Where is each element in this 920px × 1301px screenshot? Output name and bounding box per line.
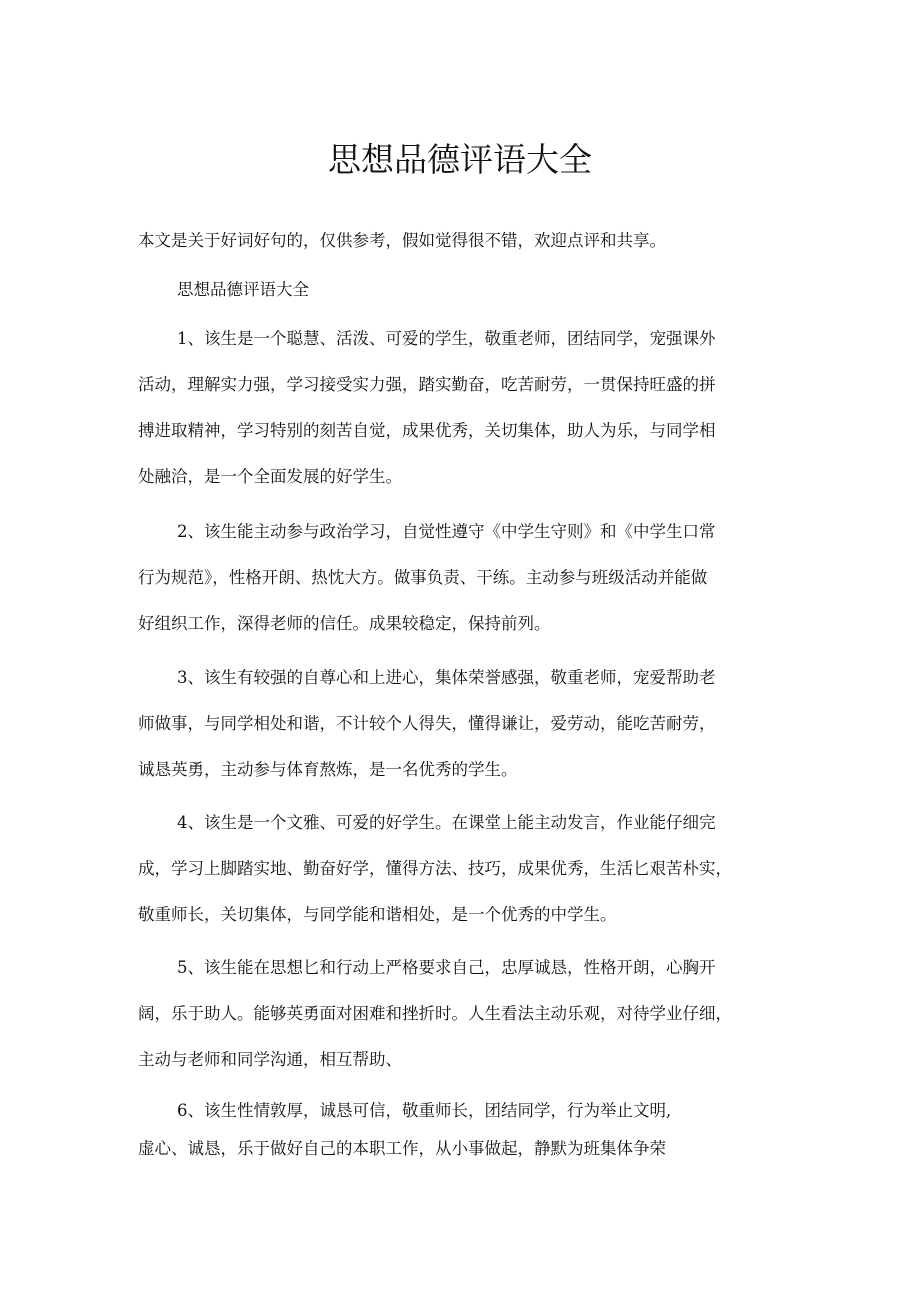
paragraph-line: 搏进取精神，学习特别的刻苦自觉，成果优秀，关切集体，助人为乐，与同学相 [138, 421, 716, 440]
paragraph-line: 主动与老师和同学沟通，相互帮助、 [138, 1050, 402, 1069]
intro-paragraph: 本文是关于好词好句的，仅供参考，假如觉得很不错，欢迎点评和共享。 [138, 231, 666, 250]
subtitle: 思想品德评语大全 [177, 280, 309, 299]
paragraph-line: 4、该生是一个文雅、可爱的好学生。在课堂上能主动发言，作业能仔细完 [177, 813, 716, 832]
comment-paragraph-2 [138, 509, 786, 647]
comment-paragraph-6 [138, 1092, 786, 1168]
paragraph-line: 活动，理解实力强，学习接受实力强，踏实勤奋，吃苦耐劳，一贯保持旺盛的拼 [138, 375, 716, 394]
paragraph-line: 6、该生性情敦厚，诚恳可信，敬重师长，团结同学，行为举止文明, [177, 1101, 672, 1120]
paragraph-line: 2、该生能主动参与政治学习，自觉性遵守《中学生守则》和《中学生口常 [177, 522, 716, 541]
paragraph-line: 成，学习上脚踏实地、勤奋好学，懂得方法、技巧，成果优秀，生活匕艰苦朴实， [138, 859, 732, 878]
paragraph-line: 师做事，与同学相处和谐，不计较个人得失，懂得谦让，爱劳动，能吃苦耐劳， [138, 714, 716, 733]
comment-paragraph-5 [138, 945, 786, 1083]
paragraph-line: 行为规范》，性格开朗、热忱大方。做事负责、干练。主动参与班级活动并能做 [138, 568, 708, 587]
paragraph-line: 处融洽，是一个全面发展的好学生。 [138, 467, 402, 486]
paragraph-line: 虚心、诚恳，乐于做好自己的本职工作，从小事做起，静默为班集体争荣 [138, 1139, 666, 1158]
paragraph-line: 好组织工作，深得老师的信任。成果较稳定，保持前列。 [138, 614, 551, 633]
comment-paragraph-3 [138, 655, 786, 793]
paragraph-line: 3、该生有较强的自尊心和上进心，集体荣誉感强，敬重老师，宠爱帮助老 [177, 668, 716, 687]
paragraph-line: 阔，乐于助人。能够英勇面对困难和挫折时。人生看法主动乐观，对待学业仔细， [138, 1004, 732, 1023]
paragraph-line: 1、该生是一个聪慧、活泼、可爱的学生，敬重老师，团结同学，宠强课外 [177, 329, 716, 348]
paragraph-line: 诚恳英勇，主动参与体育熬炼，是一名优秀的学生。 [138, 760, 518, 779]
comment-paragraph-1 [138, 316, 786, 500]
document-title: 思想品德评语大全 [328, 140, 592, 179]
comment-paragraph-4 [138, 800, 786, 938]
paragraph-line: 敬重师长，关切集体，与同学能和谐相处，是一个优秀的中学生。 [138, 905, 617, 924]
paragraph-line: 5、该生能在思想匕和行动上严格要求自己，忠厚诚恳，性格开朗，心胸开 [177, 958, 716, 977]
